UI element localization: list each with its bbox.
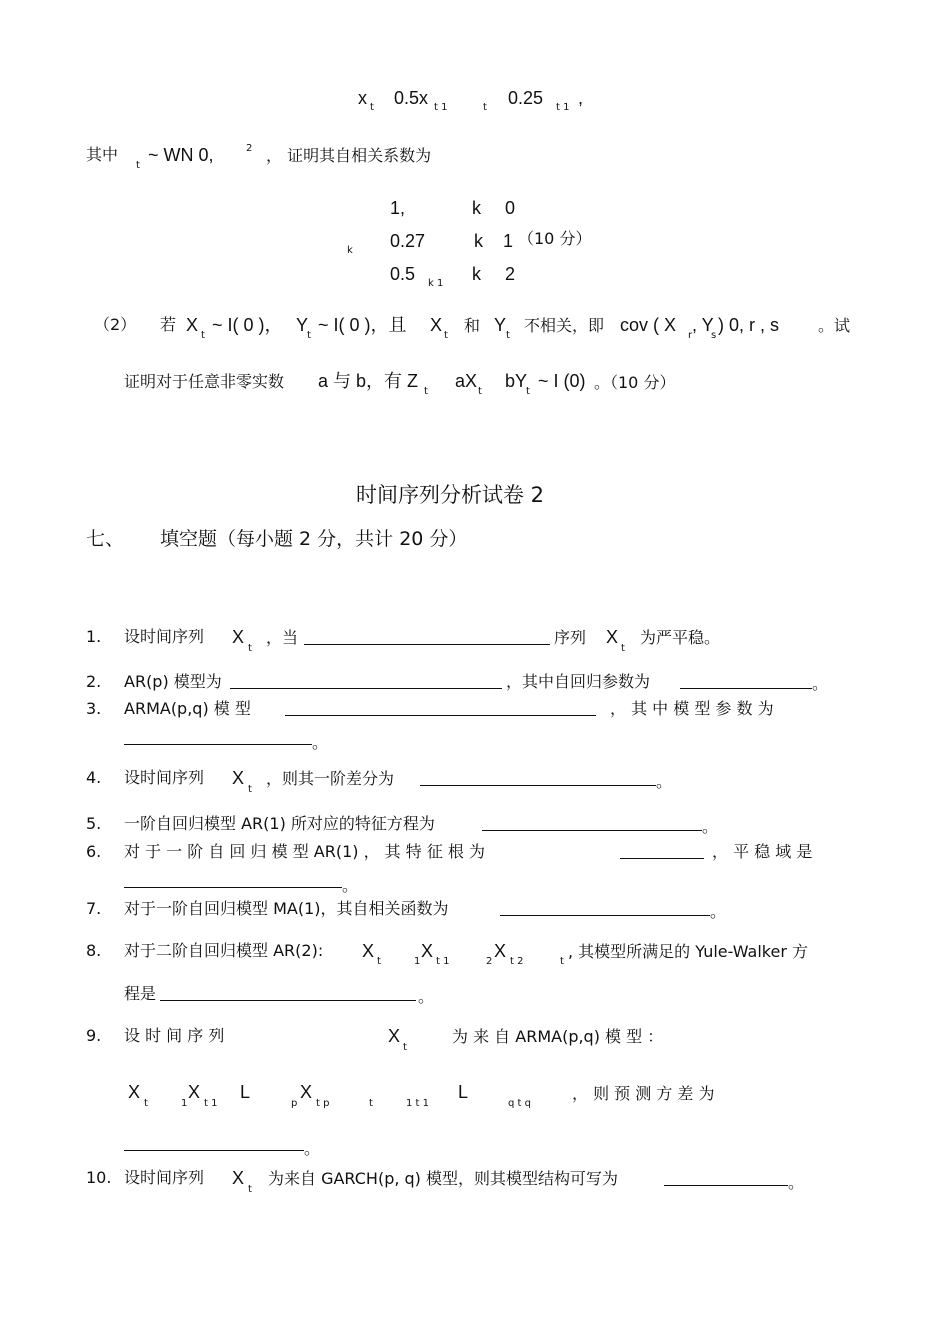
q-text: ， 则 预 测 方 差 为: [572, 1084, 715, 1103]
q-text: 。: [702, 817, 719, 836]
q-text: ARMA(p,q) 模 型: [124, 699, 251, 718]
answer-blank[interactable]: [420, 771, 656, 786]
answer-blank[interactable]: [620, 844, 704, 859]
p2-text: ~ I( 0 )，: [212, 315, 283, 335]
rho-symbol-sub: k: [347, 245, 353, 256]
exam-title: 时间序列分析试卷 2: [356, 483, 545, 507]
p2-sub: t: [201, 330, 205, 341]
q-sub: 2: [486, 956, 493, 967]
answer-blank[interactable]: [124, 873, 342, 888]
p2-var-y: Y: [296, 315, 309, 335]
p2-sub: t: [478, 386, 482, 397]
q-number: 10.: [86, 1168, 112, 1187]
q-text: 。: [342, 876, 359, 895]
rho-row3-value: 0.5: [390, 264, 416, 284]
q-text: 。: [312, 733, 329, 752]
q-text: 对于二阶自回归模型 AR(2):: [124, 941, 324, 960]
q-sub: t: [248, 643, 252, 654]
q-text: AR(p) 模型为: [124, 672, 222, 691]
q-number: 5.: [86, 814, 102, 833]
eq-mid-sub: t: [483, 102, 487, 113]
answer-blank[interactable]: [230, 674, 502, 689]
rho-row3-k: k: [472, 264, 481, 284]
q-text: 。: [418, 987, 435, 1006]
rho-row2-cond: 1: [503, 231, 514, 251]
answer-blank[interactable]: [482, 816, 702, 831]
p2-text: a 与 b，有 Z: [318, 371, 419, 391]
q-sub: t: [560, 956, 564, 967]
q-text: 设时间序列: [124, 1168, 205, 1187]
q-number: 6.: [86, 842, 102, 861]
rho-row2-k: k: [474, 231, 483, 251]
p2-var-x: X: [430, 315, 443, 335]
rho-score: （10 分）: [518, 229, 592, 248]
p2-var-y: Y: [494, 315, 507, 335]
q-text: ，则其一阶差分为: [266, 769, 395, 788]
section-label: 填空题（每小题 2 分，共计 20 分）: [160, 528, 468, 550]
p2-var-x: X: [186, 315, 199, 335]
p2-text: ~ I (0): [538, 371, 586, 391]
q-number: 7.: [86, 899, 102, 918]
q-text: 序列: [554, 628, 587, 647]
eq-term1: 0.5x: [394, 88, 429, 108]
q-sub: t p: [316, 1098, 330, 1109]
answer-blank[interactable]: [285, 701, 596, 716]
q-text: ， 其 中 模 型 参 数 为: [610, 699, 774, 718]
q-sub: p: [291, 1098, 298, 1109]
q-text: 。: [710, 902, 727, 921]
q-sub: t: [144, 1098, 148, 1109]
q-text: 为 来 自 ARMA(p,q) 模 型 ：: [452, 1027, 664, 1046]
q-var: X: [606, 627, 619, 647]
q-number: 3.: [86, 699, 102, 718]
q-text: 一阶自回归模型 AR(1) 所对应的特征方程为: [124, 814, 435, 833]
answer-blank[interactable]: [500, 901, 710, 916]
problem-2-number: （2）: [94, 315, 137, 334]
answer-blank[interactable]: [124, 730, 312, 745]
q-sub: t 1: [204, 1098, 218, 1109]
p2-sub: s: [711, 330, 717, 341]
answer-blank[interactable]: [680, 674, 812, 689]
where-dist: ~ WN 0,: [148, 145, 214, 165]
q-text: ， 平 稳 域 是: [712, 842, 813, 861]
q-text: ，当: [266, 628, 299, 647]
q-text: 。: [788, 1173, 805, 1192]
p2-sub: t: [307, 330, 311, 341]
q-var: X: [128, 1082, 141, 1102]
p2-text: bY: [505, 371, 528, 391]
rho-row3-cond: 2: [505, 264, 516, 284]
eq-term2: 0.25: [508, 88, 544, 108]
q-var: X: [494, 941, 507, 961]
p2-text: 证明对于任意非零实数: [124, 372, 285, 391]
q-sub: t: [621, 643, 625, 654]
p2-text: , Y: [692, 315, 714, 335]
answer-blank[interactable]: [124, 1136, 304, 1151]
q-text: 。: [304, 1139, 321, 1158]
p2-sub: r: [688, 330, 693, 341]
q-text: , 其模型所满足的 Yule-Walker 方: [568, 942, 809, 961]
p2-text: 不相关，即: [524, 316, 605, 335]
q-text: 为严平稳。: [640, 628, 721, 647]
q-sub: t 1: [436, 956, 450, 967]
q-sub: t: [248, 1184, 252, 1195]
q-number: 1.: [86, 627, 102, 646]
answer-blank[interactable]: [664, 1171, 788, 1186]
q-var: X: [232, 1168, 245, 1188]
eq-lhs: x: [358, 88, 367, 108]
answer-blank[interactable]: [304, 630, 550, 645]
p2-sub: t: [526, 386, 530, 397]
p2-text: 若: [160, 315, 177, 334]
eq-lhs-sub: t: [370, 102, 374, 113]
eq-term2-sub: t 1: [556, 102, 570, 113]
where-sub: t: [136, 160, 140, 171]
where-prefix: 其中: [86, 145, 119, 164]
q-sub: q t q: [508, 1098, 531, 1109]
q-sub: t: [377, 956, 381, 967]
p2-text: aX: [455, 371, 478, 391]
q-var: X: [232, 627, 245, 647]
q-number: 8.: [86, 941, 102, 960]
q-var: X: [421, 941, 434, 961]
q-text: 。: [656, 772, 673, 791]
q-text: 设时间序列: [124, 768, 205, 787]
q-var: L: [458, 1082, 469, 1102]
rho-row1-k: k: [472, 198, 481, 218]
q-text: 设 时 间 序 列: [124, 1026, 225, 1045]
q-var: X: [362, 941, 375, 961]
q-var: X: [300, 1082, 313, 1102]
p2-sub: t: [444, 330, 448, 341]
p2-text: 和: [464, 316, 481, 335]
q-number: 2.: [86, 672, 102, 691]
p2-text: 。试: [818, 316, 851, 335]
q-sub: t: [369, 1098, 373, 1109]
q-var: L: [240, 1082, 251, 1102]
q-text: 对 于 一 阶 自 回 归 模 型 AR(1) ， 其 特 征 根 为: [124, 842, 486, 861]
q-text: ，其中自回归参数为: [506, 672, 651, 691]
where-suffix: ， 证明其自相关系数为: [266, 146, 432, 165]
q-sub: t: [403, 1042, 407, 1053]
eq-tail: ,: [578, 88, 584, 108]
p2-text: ~ I( 0 )，且: [318, 315, 407, 335]
q-number: 9.: [86, 1026, 102, 1045]
rho-row1-cond: 0: [505, 198, 516, 218]
q-var: X: [188, 1082, 201, 1102]
q-var: X: [388, 1026, 401, 1046]
p2-sub: t: [424, 386, 428, 397]
q-sub: 1: [181, 1098, 188, 1109]
q-sub: 1 t 1: [406, 1098, 430, 1109]
q-sub: t: [248, 784, 252, 795]
section-number: 七、: [86, 528, 125, 550]
eq-term1-sub: t 1: [434, 102, 448, 113]
where-sup: 2: [246, 143, 253, 154]
answer-blank[interactable]: [160, 986, 416, 1001]
p2-text: 。（10 分）: [594, 373, 676, 392]
rho-row3-sub: k 1: [428, 278, 444, 289]
q-text: 程是: [124, 984, 157, 1003]
q-text: 。: [812, 674, 829, 693]
q-sub: t 2: [510, 956, 524, 967]
p2-sub: t: [506, 330, 510, 341]
rho-row1-value: 1,: [390, 198, 406, 218]
q-text: 对于一阶自回归模型 MA(1)，其自相关函数为: [124, 899, 449, 918]
q-var: X: [232, 768, 245, 788]
q-number: 4.: [86, 768, 102, 787]
p2-text: ) 0, r , s: [718, 315, 780, 335]
q-text: 为来自 GARCH(p, q) 模型，则其模型结构可写为: [268, 1169, 619, 1188]
q-text: 设时间序列: [124, 627, 205, 646]
q-sub: 1: [414, 956, 421, 967]
p2-cov: cov ( X: [620, 315, 677, 335]
rho-row2-value: 0.27: [390, 231, 426, 251]
